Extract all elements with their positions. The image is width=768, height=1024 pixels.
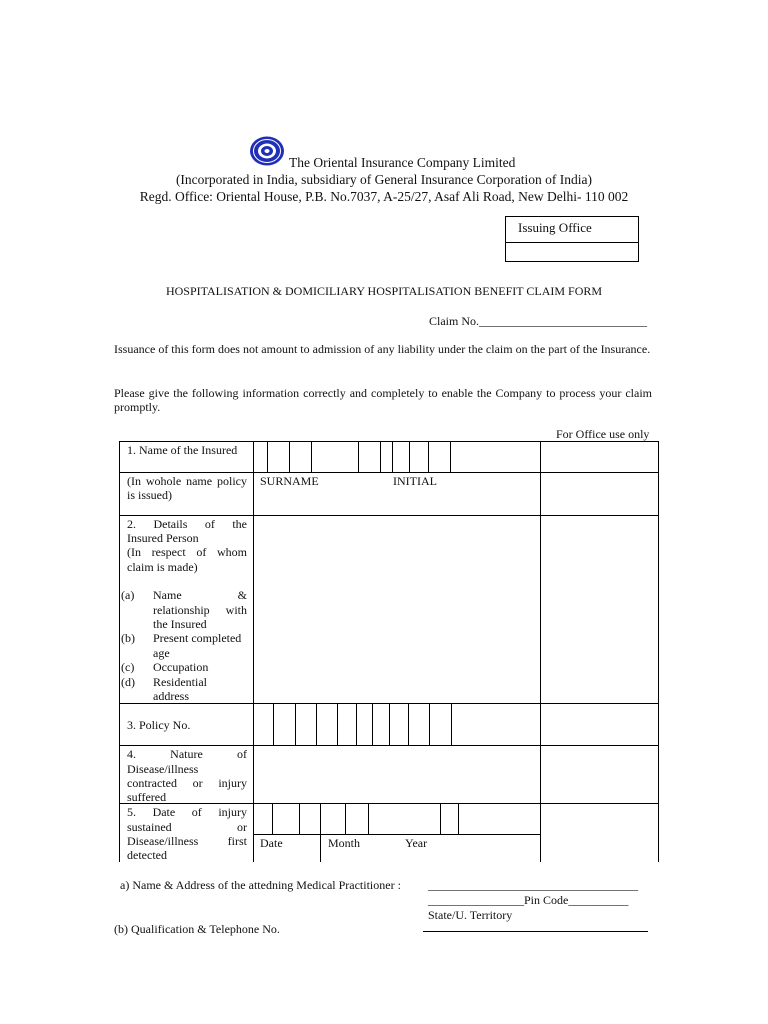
item-b-mark: (b) <box>121 631 135 645</box>
item-c-mark: (c) <box>121 660 135 674</box>
item-d-label-2: address <box>153 689 189 703</box>
nature-label-4: suffered <box>127 790 167 804</box>
incorporation-line: (Incorporated in India, subsidiary of General Insurance Corporation of India) <box>175 172 593 187</box>
company-logo <box>248 135 286 167</box>
practitioner-field-line-1[interactable]: ___________________________________ <box>428 878 638 892</box>
item-a-label-1: Name & <box>153 588 247 602</box>
date-injury-label-4: detected <box>127 848 167 862</box>
insured-details-label-2: Insured Person <box>127 531 199 545</box>
nature-label-3: contracted or injury <box>127 776 247 790</box>
issuing-office-label: Issuing Office <box>518 220 592 235</box>
month-label: Month <box>328 836 361 850</box>
item-a-mark: (a) <box>121 588 135 602</box>
claim-no-field[interactable]: Claim No.____________________________ <box>429 314 647 328</box>
year-label: Year <box>405 836 428 850</box>
qualification-label: (b) Qualification & Telephone No. <box>114 922 280 936</box>
item-d-mark: (d) <box>121 675 135 689</box>
nature-label-2: Disease/illness <box>127 762 199 776</box>
insured-name-note: (In wohole name policy is issued) <box>127 474 247 503</box>
initial-label: INITIAL <box>393 474 437 488</box>
date-injury-label-2: sustained or <box>127 820 247 834</box>
item-a-label-3: the Insured <box>153 617 207 631</box>
office-use-label: For Office use only <box>556 427 650 441</box>
state-label: State/U. Territory <box>428 908 513 922</box>
practitioner-field-line-2[interactable]: ________________Pin Code__________ <box>428 893 629 907</box>
insured-name-label: 1. Name of the Insured <box>127 443 238 457</box>
item-b-label-1: Present completed <box>153 631 242 645</box>
date-injury-label-3: Disease/illness first <box>127 834 247 848</box>
insured-details-label-3: (In respect of whom <box>127 545 247 559</box>
insured-details-label-4: claim is made) <box>127 560 198 574</box>
form-title: HOSPITALISATION & DOMICILIARY HOSPITALISATION BENEFIT CLAIM FORM <box>165 284 603 298</box>
item-b-label-2: age <box>153 646 170 660</box>
surname-label: SURNAME <box>260 474 319 488</box>
disclaimer-note: Issuance of this form does not amount to admission of any liability under the claim on the part of the Insurance. <box>114 342 651 356</box>
date-injury-label-1: 5. Date of injury <box>127 805 247 819</box>
instruction-note: Please give the following information correctly and completely to enable the Company to process your claim promptly. <box>114 386 652 414</box>
practitioner-label: a) Name & Address of the attedning Medical Practitioner : <box>120 878 401 892</box>
insured-details-label: 2. Details of the <box>127 517 247 531</box>
date-label: Date <box>260 836 283 850</box>
company-name: The Oriental Insurance Company Limited <box>289 155 516 170</box>
qualification-field-line[interactable] <box>423 931 648 932</box>
policy-no-label: 3. Policy No. <box>127 718 191 732</box>
regd-office-line: Regd. Office: Oriental House, P.B. No.7037, A-25/27, Asaf Ali Road, New Delhi- 110 002 <box>139 189 629 204</box>
item-c-label: Occupation <box>153 660 209 674</box>
nature-label-1: 4. Nature of <box>127 747 247 761</box>
item-a-label-2: relationship with <box>153 603 247 617</box>
item-d-label-1: Residential <box>153 675 207 689</box>
